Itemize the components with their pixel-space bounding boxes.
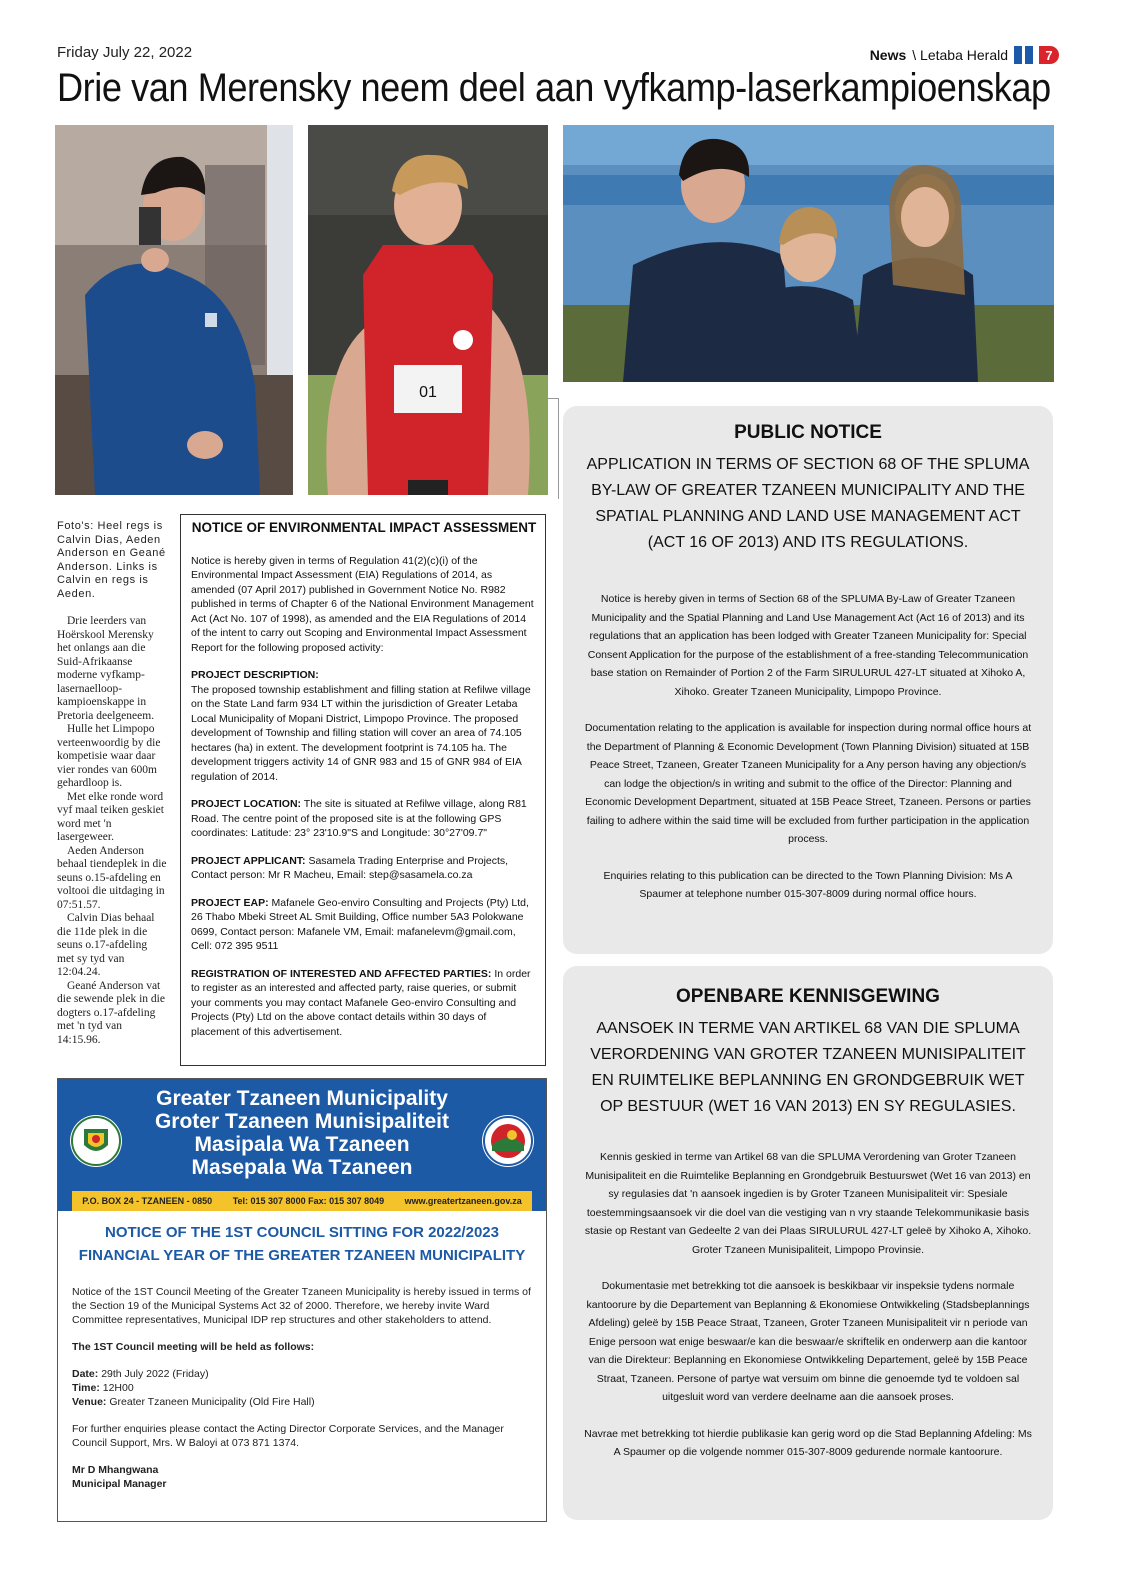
public-notice-body — [583, 590, 1033, 904]
public-notice-title: PUBLIC NOTICE — [734, 422, 882, 443]
photo-runner — [308, 125, 548, 495]
openbare-kennisgewing-subtitle: AANSOEK IN TERME VAN ARTIKEL 68 VAN DIE SPLUMA VERORDENING VAN GROTER TZANEEN MUNISIPALITEIT EN RUIMTELIKE BEPLANNING EN GRONDGEBRUIK WET OP BESTUUR (WET 16 VAN 2013) EN SY REGULASIES. — [590, 1020, 1026, 1115]
eia-registration: REGISTRATION OF INTERESTED AND AFFECTED PARTIES: In order to register as an interested and affected party, raise queries, or submit your comments you may contact Mafanele Geo-enviro Consulting and Projects (Pty) Ltd on the above contact details within 30 days of placement of this advertisement. — [191, 967, 531, 1038]
municipality-notice-body — [72, 1221, 532, 1504]
eia-notice — [180, 514, 546, 1066]
municipality-contact-bar — [72, 1191, 532, 1211]
public-notice-subtitle: APPLICATION IN TERMS OF SECTION 68 OF THE SPLUMA BY-LAW OF GREATER TZANEEN MUNICIPALITY AND THE SPATIAL PLANNING AND LAND USE MANAGEMENT ACT (ACT 16 OF 2013) AND ITS REGULATIONS. — [586, 456, 1030, 551]
kennisgewing-paragraph: Navrae met betrekking tot hierdie publikasie kan gerig word op die Stad Beplanning Afdeling: Ms A Spaumer op die volgende nommer 015-307-8009 gedurende normale kantoorure. — [584, 1427, 1032, 1458]
municipality-council-notice — [57, 1078, 547, 1522]
article-paragraph: Calvin Dias behaal die 11de plek in die seuns o.17-afdeling met sy tyd van 12:04.24. — [57, 912, 155, 978]
publication-name: \ Letaba Herald — [912, 47, 1008, 63]
headline: Drie van Merensky neem deel aan vyfkamp-laserkampioenskap — [57, 66, 1051, 110]
eia-intro: Notice is hereby given in terms of Regulation 41(2)(c)(i) of the Environmental Impact Assessment (EIA) Regulations of 2014, as amended (07 April 2017) published in Government Notice No. R982 published in terms of Chapter 6 of the National Environment Management Act (Act No. 107 of 1998), as amended and the EIA Regulations of 2014 of the intent to carry out Scoping and Environmental Impact Assessment Report for the following proposed activity: — [191, 554, 534, 654]
tel-fax: Tel: 015 307 8000 Fax: 015 307 8049 — [232, 1196, 385, 1206]
photo-caption-article — [57, 520, 167, 1047]
council-notice-intro: Notice of the 1ST Council Meeting of the Greater Tzaneen Municipality is hereby issued in terms of the Section 19 of the Municipal Systems Act 32 of 2000. Therefore, we hereby invite Ward Committee representatives, Municipal IDP rep structures and other stakeholders to attend. — [72, 1286, 531, 1326]
photo-three-athletes — [563, 125, 1054, 382]
brand-bar — [1014, 46, 1022, 64]
eia-description: PROJECT DESCRIPTION: The proposed township establishment and filling station at Refilwe village on the State Land farm 934 LT within the jurisdiction of Greater Letaba Local Municipality of Mopani District, Limpopo Province. The proposed development of Township and filling station will cover an area of 74.105 hectares (ha) in extent. The development footprint is 74.105 ha. The development triggers activity 14 of GNR 983 and 15 of GNR 984 of EIA regulation of 2014. — [191, 669, 531, 783]
brand-bar — [1025, 46, 1033, 64]
page-number: 7 — [1039, 46, 1059, 64]
po-box: P.O. BOX 24 - TZANEEN - 0850 — [82, 1196, 213, 1206]
article-paragraph: Drie leerders van Hoërskool Merensky het onlangs aan die Suid-Afrikaanse moderne vyfkamp-lasernaelloop-kampioenskappe in Pretoria deelgeneem. — [57, 615, 155, 722]
article-paragraph: Met elke ronde word vyf maal teiken geskiet word met 'n lasergeweer. — [57, 790, 164, 843]
eia-applicant: PROJECT APPLICANT: Sasamela Trading Enterprise and Projects, Contact person: Mr R Macheu, Email: step@sasamela.co.za — [191, 854, 509, 881]
municipality-names: Greater Tzaneen Municipality Groter Tzaneen Munisipaliteit Masipala Wa Tzaneen Masepala Wa Tzaneen — [154, 1087, 450, 1179]
page-header-right — [870, 46, 1059, 64]
signatory: Mr D Mhangwana Municipal Manager — [72, 1464, 167, 1490]
meeting-heading: The 1ST Council meeting will be held as follows: — [72, 1341, 315, 1353]
council-notice-title: NOTICE OF THE 1ST COUNCIL SITTING FOR 2022/2023 FINANCIAL YEAR OF THE GREATER TZANEEN MUNICIPALITY — [78, 1224, 526, 1264]
article-paragraph: Aeden Anderson behaal tiendeplek in die seuns o.15-afdeling en voltooi die uitdaging in 07:51.57. — [57, 844, 167, 911]
eia-location: PROJECT LOCATION: The site is situated at Refilwe village, along R81 Road. The centre point of the proposed site is at the following GPS coordinates: Latitude: 23° 23'10.9"S and Longitude: 30°27'09.7" — [191, 798, 527, 839]
public-notice-paragraph: Notice is hereby given in terms of Section 68 of the SPLUMA By-Law of Greater Tzaneen Municipality and the Spatial Planning and Land Use Management Act (Act 16 of 2013) and its regulations that an application has been lodged with Greater Tzaneen Municipality for: Special Consent Application for the purpose of the establishment of a free-standing Telecommunication base station on Remainder of Portion 2 of the Farm SIRULURUL 427-LT situated at Xihoko A, Xihoko. Greater Tzaneen Municipality, Limpopo Province. — [587, 593, 1029, 698]
municipality-banner — [58, 1079, 546, 1211]
council-enquiries: For further enquiries please contact the Acting Director Corporate Services, and the Manager Council Support, Mrs. W Baloyi at 073 871 1374. — [72, 1423, 504, 1449]
article-paragraph: Geané Anderson vat die sewende plek in die dogters o.17-afdeling met 'n tyd van 14:15.96. — [57, 979, 165, 1046]
public-notice-paragraph: Enquiries relating to this publication can be directed to the Town Planning Division: Ms A Spaumer at telephone number 015-307-8009 during normal office hours. — [603, 869, 1013, 900]
article-paragraph: Hulle het Limpopo verteenwoordig by die kompetisie waar daar vier rondes van 600m gehardloop is. — [57, 723, 161, 789]
layout-divider — [548, 398, 559, 499]
openbare-kennisgewing-title: OPENBARE KENNISGEWING — [676, 986, 940, 1007]
section-label: News — [869, 47, 907, 63]
openbare-kennisgewing-body — [583, 1148, 1033, 1462]
meeting-details: Date: 29th July 2022 (Friday) Time: 12H00 Venue: Greater Tzaneen Municipality (Old Fire Hall) — [72, 1368, 315, 1408]
kennisgewing-paragraph: Kennis geskied in terme van Artikel 68 van die SPLUMA Verordening van Groter Tzaneen Munisipaliteit en die Ruimtelike Beplanning en Grondgebruik Bestuurswet (Wet 16 van 2013) en sy regulasies dat 'n aansoek ingedien is by Groter Tzaneen Munisipaliteit vir: Spesiale toestemmingsaansoek vir die doel van die vestiging van n vry staande Telekommunikasie basis stasie op Restant van Gedeelte 2 van dei Plaas SIRULURUL 427-LT geleë by Xihoko A, Xihoko. Groter Tzaneen Munisipaliteit, Limpopo Provinsie. — [584, 1151, 1032, 1256]
public-notice-paragraph: Documentation relating to the application is available for inspection during normal office hours at the Department of Planning & Economic Development (Town Planning Division) situated at 15B Peace Street, Tzaneen, Greater Tzaneen Municipality for a Any person having any objection/s can lodge the objection/s in writing and submit to the office of the Director: Planning and Economic Development Department, situated at 15B Peace Street, Tzaneen. Persons or parties failing to adhere within the said time will be excluded from further participation in the application process. — [584, 722, 1032, 845]
public-notice-afrikaans — [563, 966, 1053, 1520]
photo-shooter — [55, 125, 293, 495]
eia-title: NOTICE OF ENVIRONMENTAL IMPACT ASSESSMENT — [191, 520, 537, 535]
race-bib-number: 01 — [419, 384, 437, 401]
public-notice-english — [563, 406, 1053, 954]
eia-eap: PROJECT EAP: Mafanele Geo-enviro Consulting and Projects (Pty) Ltd, 26 Thabo Mbeki Street AL Smit Building, Office number 5A3 Polokwane 0699, Contact person: Mafanele VM, Email: mafanelevm@gmail.com, Cell: 072 395 9511 — [191, 896, 529, 952]
issue-date: Friday July 22, 2022 — [57, 44, 193, 61]
website: www.greatertzaneen.gov.za — [404, 1196, 522, 1206]
kennisgewing-paragraph: Dokumentasie met betrekking tot die aansoek is beskikbaar vir inspeksie tydens normale kantoorure by die Departement van Beplanning & Ekonomiese Ontwikkeling (Stadsbeplannings Afdeling) geleë by 15B Peace Straat, Tzaneen, Groter Tzaneen Munisipaliteit vir n periode van Enige persoon wat enige beswaar/e kan die beswaar/e skriftelik en onderwerp aan die kantoor van die Direkteur: Beplanning en Ekonomiese Ontwikkeling Departement, geleë by 15B Peace Straat, Tzaneen. Persone of partye wat versuim om binne die genoemde tyd te voldoen sal uitgesluit word van verdere deelname aan die aansoek proses. — [586, 1280, 1030, 1403]
photo-credit: Foto's: Heel regs is Calvin Dias, Aeden Anderson en Geané Anderson. Links is Calvin en regs is Aeden. — [57, 520, 166, 600]
